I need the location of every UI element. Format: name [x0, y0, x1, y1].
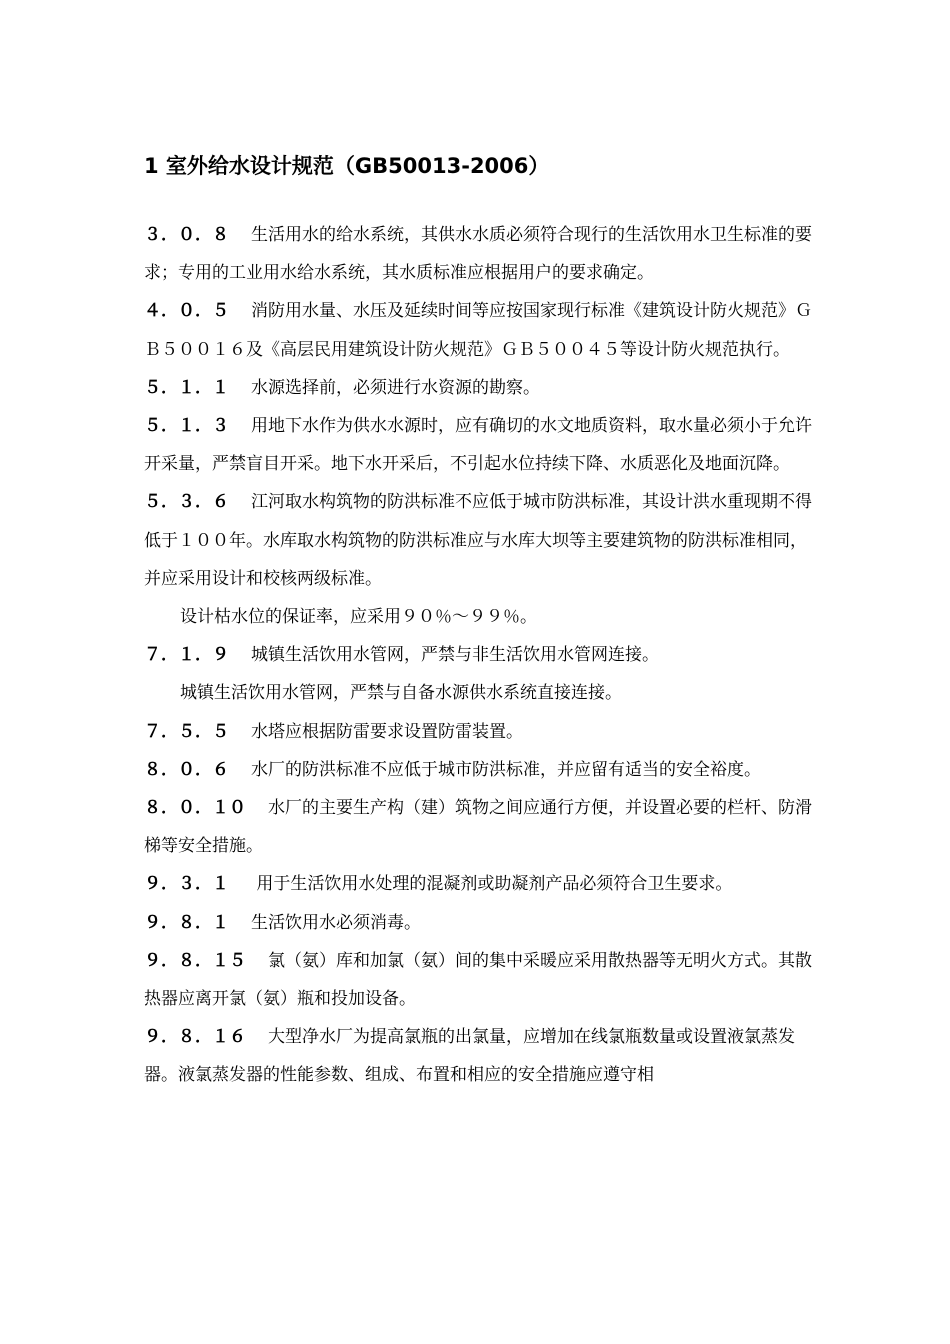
- clause-paragraph: [144, 713, 814, 751]
- continuation-paragraph: [144, 598, 814, 636]
- clause-text: 城镇生活饮用水管网，严禁与自备水源供水系统直接连接。: [180, 683, 622, 704]
- clause-text: 水源选择前，必须进行水资源的勘察。: [251, 377, 540, 398]
- clause-text: 生活用水的给水系统，其供水水质必须符合现行的生活饮用水卫生标准的要求；专用的工业用水给水系统，其水质标准应根据用户的要求确定。: [144, 225, 812, 284]
- clause-paragraph: [144, 865, 814, 903]
- clause-paragraph: [144, 636, 814, 674]
- clause-paragraph: [144, 904, 814, 942]
- continuation-paragraph: [144, 674, 814, 712]
- clause-number: ９．８．１: [144, 912, 229, 933]
- clause-paragraph: [144, 942, 814, 1018]
- clause-paragraph: [144, 216, 814, 292]
- document-body: [144, 216, 814, 1095]
- clause-text: 江河取水构筑物的防洪标准不应低于城市防洪标准，其设计洪水重现期不得低于１００年。水库取水构筑物的防洪标准应与水库大坝等主要建筑物的防洪标准相同，并应采用设计和校核两级标准。: [144, 492, 812, 589]
- clause-paragraph: [144, 483, 814, 598]
- clause-number: ３．０．８: [144, 225, 229, 245]
- clause-paragraph: [144, 751, 814, 789]
- clause-text: 水厂的防洪标准不应低于城市防洪标准，并应留有适当的安全裕度。: [251, 759, 761, 780]
- clause-paragraph: [144, 789, 814, 865]
- clause-number: ９．３．１: [144, 874, 229, 895]
- clause-text: 生活饮用水必须消毒。: [251, 912, 421, 933]
- clause-text: 水厂的主要生产构（建）筑物之间应通行方便，并设置必要的栏杆、防滑梯等安全措施。: [144, 798, 812, 857]
- clause-paragraph: [144, 369, 814, 407]
- clause-number: ７．５．５: [144, 721, 229, 742]
- clause-number: ７．１．９: [144, 645, 229, 666]
- clause-text: 消防用水量、水压及延续时间等应按国家现行标准《建筑设计防火规范》ＧＢ５００１６及《高层民用建筑设计防火规范》ＧＢ５００４５等设计防火规范执行。: [144, 301, 812, 360]
- clause-number: ５．１．１: [144, 377, 229, 398]
- clause-text: 设计枯水位的保证率，应采用９０％～９９％。: [180, 607, 537, 628]
- clause-text: 用地下水作为供水水源时，应有确切的水文地质资料，取水量必须小于允许开采量，严禁盲目开采。地下水开采后，不引起水位持续下降、水质恶化及地面沉降。: [144, 416, 812, 475]
- clause-paragraph: [144, 292, 814, 368]
- clause-number: ８．０．１０: [144, 798, 246, 819]
- clause-paragraph: [144, 407, 814, 483]
- clause-text: 水塔应根据防雷要求设置防雷装置。: [251, 721, 523, 742]
- clause-number: ５．３．６: [144, 492, 229, 513]
- page-title: 1 室外给水设计规范（GB50013-2006）: [144, 154, 550, 178]
- clause-number: ４．０．５: [144, 301, 229, 322]
- clause-text: 氯（氨）库和加氯（氨）间的集中采暖应采用散热器等无明火方式。其散热器应离开氯（氨）瓶和投加设备。: [144, 950, 812, 1010]
- clause-text: 城镇生活饮用水管网，严禁与非生活饮用水管网连接。: [251, 645, 659, 666]
- clause-text: 用于生活饮用水处理的混凝剂或助凝剂产品必须符合卫生要求。: [251, 874, 733, 895]
- clause-paragraph: [144, 1018, 814, 1094]
- clause-number: ５．１．３: [144, 416, 229, 437]
- clause-number: ９．８．１５: [144, 950, 246, 971]
- clause-number: ８．０．６: [144, 759, 229, 780]
- clause-text: 大型净水厂为提高氯瓶的出氯量，应增加在线氯瓶数量或设置液氯蒸发器。液氯蒸发器的性能参数、组成、布置和相应的安全措施应遵守相: [144, 1027, 795, 1086]
- clause-number: ９．８．１６: [144, 1027, 246, 1048]
